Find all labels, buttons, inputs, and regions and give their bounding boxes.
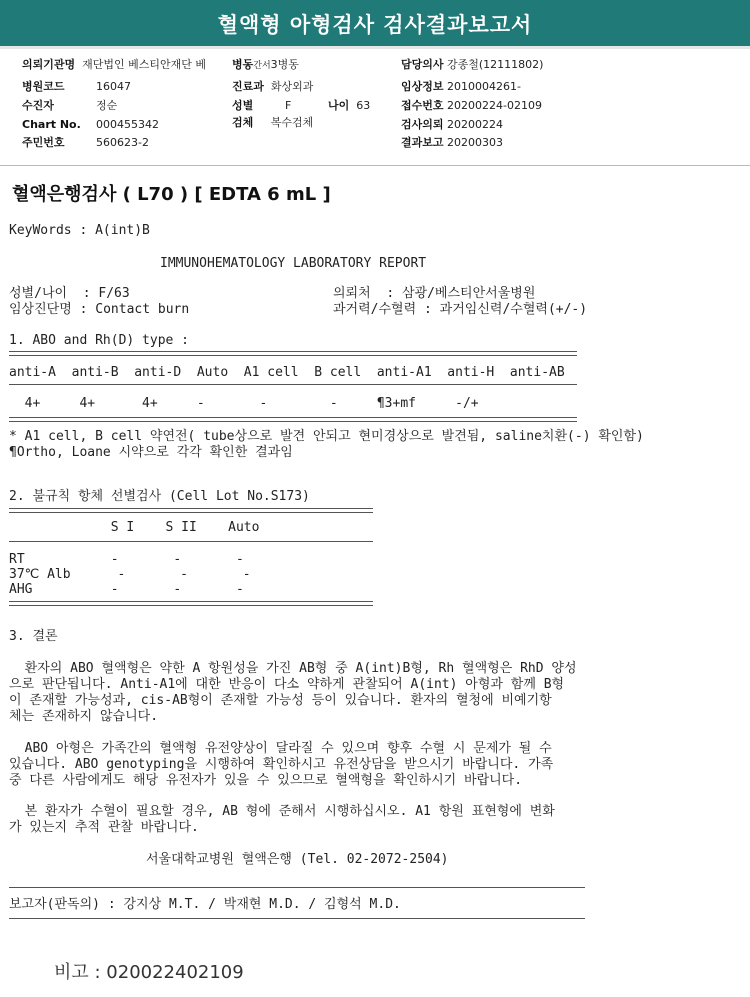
conclusion-p2-line2: 있습니다. ABO genotyping을 시행하여 확인하시고 유전상담을 받으시기 바랍니다. 가족 — [9, 757, 554, 772]
antibody-rule-top — [9, 508, 373, 513]
reporter: 보고자(판독의) : 강지상 M.T. / 박재현 M.D. / 김형석 M.D. — [9, 897, 401, 912]
conclusion-p2-line3: 중 다른 사람에게도 해당 유전자가 있을 수 있으므로 혈액형을 확인하시기 바랍니다. — [9, 773, 523, 788]
info-specimen: 검체 복수검체 — [232, 116, 314, 129]
abo-note-2: ¶Ortho, Loane 시약으로 각각 확인한 결과임 — [9, 445, 293, 460]
requester: 의뢰처 : 삼광/베스티안서울병원 — [333, 286, 536, 301]
history: 과거력/수혈력 : 과거임신력/수혈력(+/-) — [333, 302, 588, 317]
antibody-rule-bottom — [9, 601, 373, 606]
conclusion-p3-line1: 본 환자가 수혈이 필요할 경우, AB 형에 준해서 시행하십시오. A1 항원 표현형에 변화 — [9, 804, 555, 819]
info-chart: Chart No. — [22, 118, 81, 131]
keywords: KeyWords : A(int)B — [9, 223, 150, 238]
info-resident-value: 560623-2 — [96, 136, 149, 149]
abo-headers: anti-A anti-B anti-D Auto A1 cell B cell anti-A1 anti-H anti-AB — [9, 365, 565, 380]
info-clinical: 임상정보 2010004261- — [401, 80, 521, 93]
info-receipt: 접수번호 20200224-02109 — [401, 99, 542, 112]
abo-note-1: * A1 cell, B cell 약연전( tube상으로 발견 안되고 현미경상으로 발견됨, saline치환(-) 확인함) — [9, 429, 644, 444]
abo-rule-top — [9, 351, 577, 356]
abo-rule-bottom — [9, 417, 577, 422]
footer-note: 비고 : 020022402109 — [54, 962, 244, 983]
antibody-row-ahg: AHG - - - — [9, 582, 244, 597]
antibody-title: 2. 불규칙 항체 선별검사 (Cell Lot No.S173) — [9, 489, 310, 504]
antibody-row-alb: 37℃ Alb - - - — [9, 567, 251, 582]
abo-title: 1. ABO and Rh(D) type : — [9, 333, 190, 348]
info-request: 검사의뢰 20200224 — [401, 118, 504, 131]
conclusion-title: 3. 결론 — [9, 629, 58, 644]
reporter-rule-bottom — [9, 918, 585, 919]
info-resident: 주민번호 — [22, 136, 65, 149]
diagnosis: 임상진단명 : Contact burn — [9, 302, 190, 317]
conclusion-p1-line1: 환자의 ABO 혈액형은 약한 A 항원성을 가진 AB형 중 A(int)B형, Rh 혈액형은 RhD 양성 — [9, 661, 577, 676]
info-collector-value: 정순 — [96, 99, 118, 112]
antibody-headers: S I S II Auto — [9, 520, 260, 535]
conclusion-p1-line3: 이 존재할 가능성과, cis-AB형이 존재할 가능성 등이 있습니다. 환자의 혈청에 비예기항 — [9, 693, 552, 708]
info-sex-value: F — [285, 99, 292, 112]
info-ward: 병동간서3병동 — [232, 58, 299, 71]
hospital-contact: 서울대학교병원 혈액은행 (Tel. 02-2072-2504) — [146, 852, 449, 867]
conclusion-p2-line1: ABO 아형은 가족간의 혈액형 유전양상이 달라질 수 있으며 향후 수혈 시 문제가 될 수 — [9, 741, 552, 756]
report-header — [0, 0, 750, 49]
antibody-row-rt: RT - - - — [9, 552, 244, 567]
section-title: 혈액은행검사 ( L70 ) [ EDTA 6 mL ] — [12, 184, 331, 205]
info-code: 병원코드 — [22, 80, 65, 93]
info-collector: 수진자 — [22, 99, 54, 112]
info-report: 결과보고 20200303 — [401, 136, 504, 149]
abo-values: 4+ 4+ 4+ - - - ¶3+mf -/+ — [9, 396, 479, 411]
info-chart-value: 000455342 — [96, 118, 159, 131]
conclusion-p1-line4: 체는 존재하지 않습니다. — [9, 709, 159, 724]
info-sex: 성별 — [232, 99, 254, 112]
report-title: 혈액형 아형검사 검사결과보고서 — [217, 13, 533, 37]
conclusion-p1-line2: 으로 판단됩니다. Anti-A1에 대한 반응이 다소 약하게 관찰되어 A(int) 아형과 함께 B형 — [9, 677, 565, 692]
lab-title: IMMUNOHEMATOLOGY LABORATORY REPORT — [160, 256, 427, 271]
info-age: 나이 63 — [328, 99, 371, 112]
info-doctor: 담당의사 강종철(12111802) — [401, 58, 544, 71]
reporter-rule-top — [9, 887, 585, 888]
sex-age: 성별/나이 : F/63 — [9, 286, 130, 301]
conclusion-p3-line2: 가 있는지 추적 관찰 바랍니다. — [9, 820, 199, 835]
info-code-value: 16047 — [96, 80, 131, 93]
info-inst: 의뢰기관명 재단법인 베스티안재단 베 — [22, 58, 207, 71]
abo-rule-mid — [9, 384, 577, 385]
info-dept: 진료과 화상외과 — [232, 80, 314, 93]
antibody-rule-mid — [9, 541, 373, 542]
info-divider — [0, 165, 750, 166]
